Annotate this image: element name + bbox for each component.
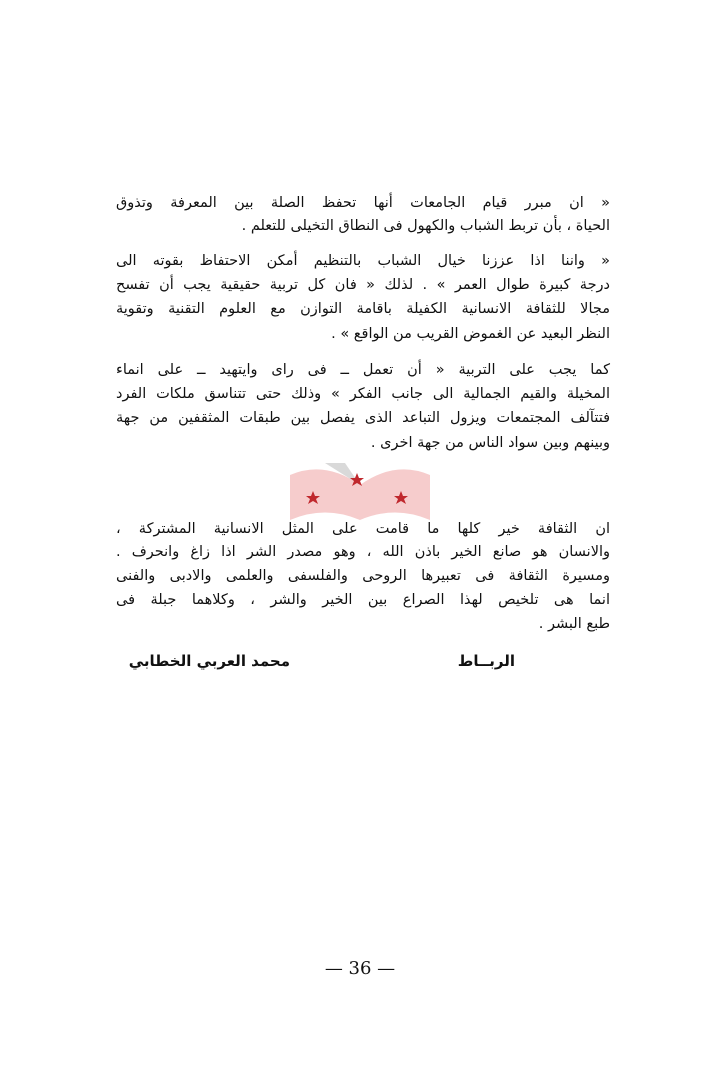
text-line: فتتآلف المجتمعات ويزول التباعد الذى يفصل بين طبقات المثقفين من جهة [116,410,610,426]
page-number: — 36 — [324,958,396,979]
text-line: كما يجب على التربية « أن تعمل ــ فى راى وايتهيد ــ على انماء [116,362,610,378]
text-line: مجالا للثقافة الانسانية الكفيلة باقامة التوازن مع العلوم التقنية وتقوية [116,301,610,317]
text-line: الحياة ، بأن تربط الشباب والكهول فى النطاق التخيلى للتعلم . [241,218,610,234]
text-line: طبع البشر . [538,616,610,632]
star-icon [350,473,364,486]
text-line: « ان مبرر قيام الجامعات أنها تحفظ الصلة بين المعرفة وتذوق [116,195,610,211]
text-line: والانسان هو صانع الخير باذن الله ، وهو مصدر الشر اذا زاغ وانحرف . [116,544,610,560]
text-line: المخيلة والقيم الجمالية الى جانب الفكر » وذلك حتى تتناسق ملكات الفرد [116,386,610,402]
archive-logo-watermark [285,455,435,525]
text-line: درجة كبيرة طوال العمر » . لذلك « فان كل تربية حقيقية يجب أن تفسح [116,277,610,293]
text-line: ومسيرة الثقافة فى تعبيرها الروحى والفلسفى والعلمى والادبى والفنى [116,568,610,584]
text-line: « واننا اذا عززنا خيال الشباب بالتنظيم أمكن الاحتفاظ بقوته الى [116,253,610,269]
text-line: ان الثقافة خير كلها ما قامت على المثل الانسانية المشتركة ، [116,521,610,537]
star-icon [306,491,320,504]
text-line: انما هى تلخيص لهذا الصراع بين الخير والشر ، وكلاهما جبلة فى [116,592,610,608]
text-line: النظر البعيد عن الغموض القريب من الواقع » . [331,326,610,342]
signature-place: الربــاط [457,652,515,670]
text-line: وبينهم وبين سواد الناس من جهة اخرى . [370,435,610,451]
signature-author: محمد العربي الخطابي [128,652,290,670]
star-icon [394,491,408,504]
